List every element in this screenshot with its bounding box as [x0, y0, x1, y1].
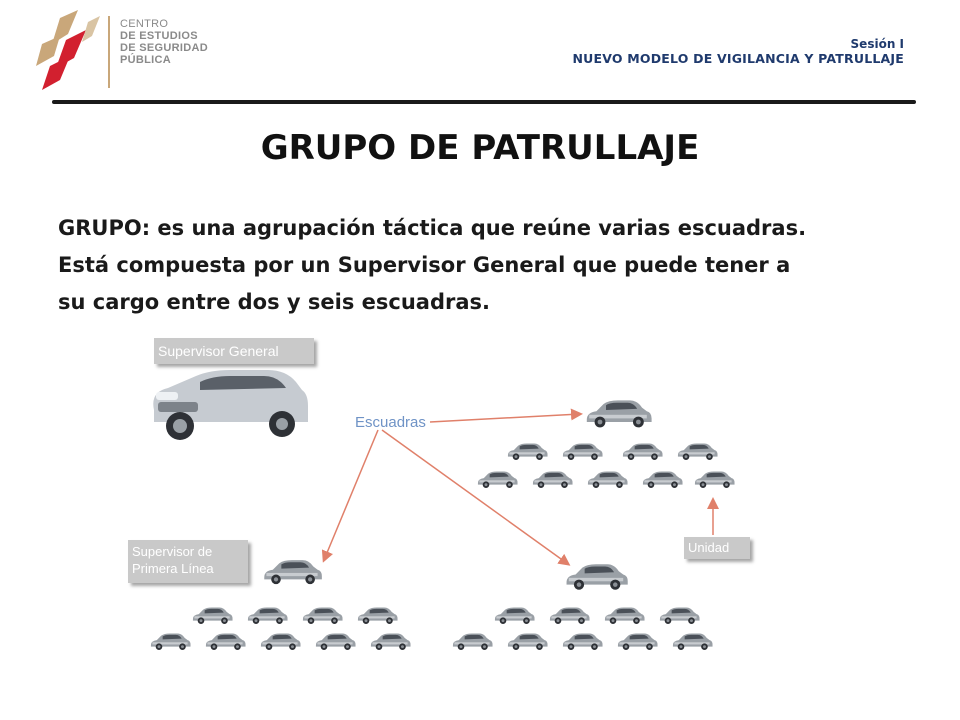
squad-car: [206, 633, 246, 650]
unidad-label: Unidad: [684, 537, 750, 559]
squad-car: [371, 633, 411, 650]
squad-car: [453, 633, 493, 650]
squad-car: [623, 443, 663, 460]
supervisor-general-label: Supervisor General: [154, 338, 314, 364]
squad-car: [643, 471, 683, 488]
header-divider: [52, 100, 916, 104]
session-subtitle: NUEVO MODELO DE VIGILANCIA Y PATRULLAJE: [572, 51, 904, 66]
arrow-to-left-squad: [324, 430, 378, 560]
page-title: GRUPO DE PATRULLAJE: [260, 128, 700, 168]
logo-line-1: CENTRO: [120, 18, 169, 30]
arrow-to-top-squad: [430, 414, 580, 422]
squad-car: [588, 471, 628, 488]
squad-car: [550, 607, 590, 624]
cesp-logo-icon: [30, 10, 120, 94]
squad-car: [563, 443, 603, 460]
paragraph-line-3: su cargo entre dos y seis escuadras.: [58, 290, 491, 314]
squad-car: [193, 607, 233, 624]
squad-car: [303, 607, 343, 624]
paragraph-line-2: Está compuesta por un Supervisor General que puede tener a: [58, 253, 791, 277]
supervisor-primera-linea-label: Supervisor de Primera Línea: [128, 540, 248, 583]
logo-divider: [108, 16, 110, 88]
squad-car: [508, 633, 548, 650]
squad-car: [248, 607, 288, 624]
patrol-group-diagram: [110, 330, 800, 670]
squad-car: [533, 471, 573, 488]
squad-car: [660, 607, 700, 624]
squad-car: [495, 607, 535, 624]
session-label: Sesión I: [850, 37, 904, 51]
squad-car: [678, 443, 718, 460]
squad-car: [358, 607, 398, 624]
squad-leader-car: [264, 560, 322, 584]
session-header: [572, 37, 904, 66]
squad-car: [618, 633, 658, 650]
squad-car: [478, 471, 518, 488]
squad-car: [151, 633, 191, 650]
squad-car: [605, 607, 645, 624]
squad-car: [563, 633, 603, 650]
squad-car: [261, 633, 301, 650]
logo-line-2: DE ESTUDIOS: [120, 30, 198, 42]
squad-leader-car: [567, 564, 628, 590]
squad-car: [508, 443, 548, 460]
logo-text: [120, 18, 208, 66]
supervisor-general-car: [153, 370, 308, 440]
squad-leader-car: [587, 400, 652, 427]
paragraph-line-1: GRUPO: es una agrupación táctica que reúne varias escuadras.: [58, 216, 807, 240]
diagram-canvas: [110, 330, 800, 670]
description-paragraph: [58, 210, 918, 321]
squad-car: [695, 471, 735, 488]
escuadras-label: Escuadras: [355, 414, 426, 431]
logo-line-3: DE SEGURIDAD: [120, 42, 208, 54]
squad-car: [316, 633, 356, 650]
squad-car: [673, 633, 713, 650]
logo-line-4: PÚBLICA: [120, 54, 171, 66]
